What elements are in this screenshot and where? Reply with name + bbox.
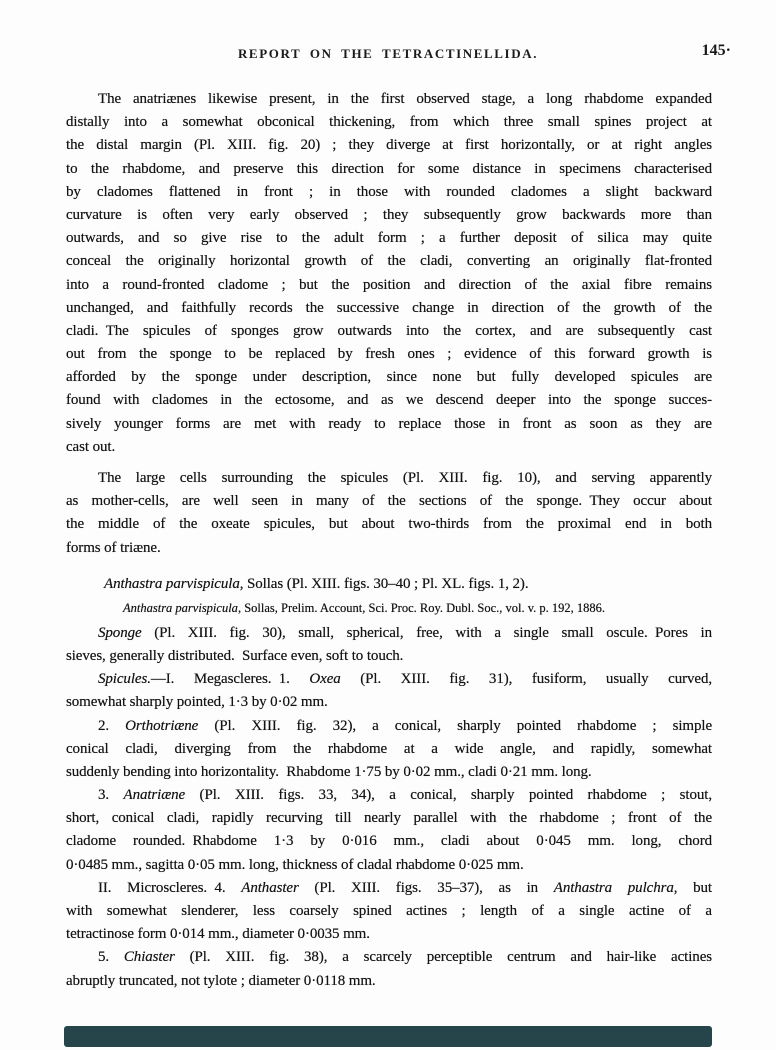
text-line: Anthastra parvispicula, Sollas (Pl. XIII. figs. 30–40 ; Pl. XL. figs. 1, 2).: [104, 575, 529, 592]
paragraph-sponge: [66, 622, 712, 668]
text-line: tetractinose form 0·014 mm., diameter 0·0035 mm.: [66, 926, 370, 943]
text-line: with somewhat slenderer, less coarsely spined actines ; length of a single actine of a: [66, 903, 712, 919]
text-line: conical cladi, diverging from the rhabdome at a wide angle, and rapidly, somewhat: [66, 740, 712, 757]
text-line: sively younger forms are met with ready to replace those in front as soon as they are: [66, 415, 712, 432]
text-line: II. Microscleres. 4. Anthaster (Pl. XIII. figs. 35–37), as in Anthastra pulchra, but: [98, 879, 712, 896]
text-line: suddenly bending into horizontality. Rhabdome 1·75 by 0·02 mm., cladi 0·21 mm. long.: [66, 763, 592, 780]
text-line: cast out.: [66, 438, 116, 455]
text-line: sieves, generally distributed. Surface even, soft to touch.: [66, 647, 404, 664]
paragraph-spicules-oxea: [66, 668, 712, 714]
text-line: 5. Chiaster (Pl. XIII. fig. 38), a scarcely perceptible centrum and hair-like actines: [98, 949, 712, 966]
text-line: Anthastra parvispicula, Sollas, Prelim. Account, Sci. Proc. Roy. Dubl. Soc., vol. v. p. 192, 1886.: [123, 600, 606, 615]
text-line: abruptly truncated, not tylote ; diameter 0·0118 mm.: [66, 972, 376, 989]
text-line: short, conical cladi, rapidly recurving till nearly parallel with the rhabdome ; front of the: [66, 810, 712, 827]
text-line: found with cladomes in the ectosome, and as we descend deeper into the sponge succes-: [66, 392, 712, 409]
text-line: cladi. The spicules of sponges grow outwards into the cortex, and are subsequently cast: [66, 322, 712, 339]
text-line: afforded by the sponge under description, since none but fully developed spicules are: [66, 369, 712, 386]
text-line: as mother-cells, are well seen in many of the sections of the sponge. They occur about: [66, 493, 712, 510]
species-heading: [66, 572, 712, 596]
text-line: The large cells surrounding the spicules (Pl. XIII. fig. 10), and serving apparently: [98, 470, 712, 486]
text-line: cladome rounded. Rhabdome 1·3 by 0·016 mm., cladi about 0·045 mm. long, chord: [66, 833, 712, 850]
text-line: 2. Orthotriæne (Pl. XIII. fig. 32), a conical, sharply pointed rhabdome ; simple: [98, 717, 712, 734]
paragraph-microscleres-anthaster: [66, 877, 712, 947]
text-line: outwards, and so give rise to the adult form ; a further deposit of silica may quite: [66, 230, 712, 247]
text-line: the middle of the oxeate spicules, but about two-thirds from the proximal end in both: [66, 516, 712, 533]
content: [66, 88, 712, 993]
paragraph-anatriaene: [66, 784, 712, 877]
paragraph-mother-cells: [66, 467, 712, 560]
text-line: the distal margin (Pl. XIII. fig. 20) ; they diverge at first horizontally, or at right angles: [66, 137, 712, 154]
text-line: forms of triæne.: [66, 539, 161, 556]
text-line: 0·0485 mm., sagitta 0·05 mm. long, thickness of cladal rhabdome 0·025 mm.: [66, 856, 524, 873]
text-line: curvature is often very early observed ; they subsequently grow backwards more than: [66, 206, 712, 223]
scan-artifact-bar: [64, 1026, 712, 1047]
text-line: conceal the originally horizontal growth of the cladi, converting an originally flat-fronted: [66, 253, 712, 270]
species-citation: [66, 598, 712, 618]
text-line: Spicules.—I. Megascleres. 1. Oxea (Pl. XIII. fig. 31), fusiform, usually curved,: [98, 671, 712, 688]
text-line: somewhat sharply pointed, 1·3 by 0·02 mm.: [66, 694, 328, 711]
paragraph-orthotriaene: [66, 715, 712, 785]
text-line: by cladomes flattened in front ; in those with rounded cladomes a slight backward: [66, 183, 712, 200]
text-line: 3. Anatriæne (Pl. XIII. figs. 33, 34), a conical, sharply pointed rhabdome ; stout,: [98, 787, 712, 804]
text-line: distally into a somewhat obconical thickening, from which three small spines project at: [66, 114, 712, 131]
running-header-title: REPORT ON THE TETRACTINELLIDA.: [237, 46, 539, 61]
text-line: unchanged, and faithfully records the successive change in direction of the growth of the: [66, 299, 712, 316]
paragraph-chiaster: [66, 946, 712, 992]
text-line: to the rhabdome, and preserve this direction for some distance in specimens characterised: [66, 160, 712, 177]
page-number: 145·: [701, 42, 731, 59]
text-line: The anatriænes likewise present, in the first observed stage, a long rhabdome expanded: [98, 91, 712, 107]
paragraph-anatriaenes-growth: [66, 88, 712, 459]
text-line: into a round-fronted cladome ; but the position and direction of the axial fibre remains: [66, 276, 712, 293]
text-line: out from the sponge to be replaced by fresh ones ; evidence of this forward growth is: [66, 346, 712, 363]
text-line: Sponge (Pl. XIII. fig. 30), small, spherical, free, with a single small oscule. Pores in: [98, 624, 712, 641]
